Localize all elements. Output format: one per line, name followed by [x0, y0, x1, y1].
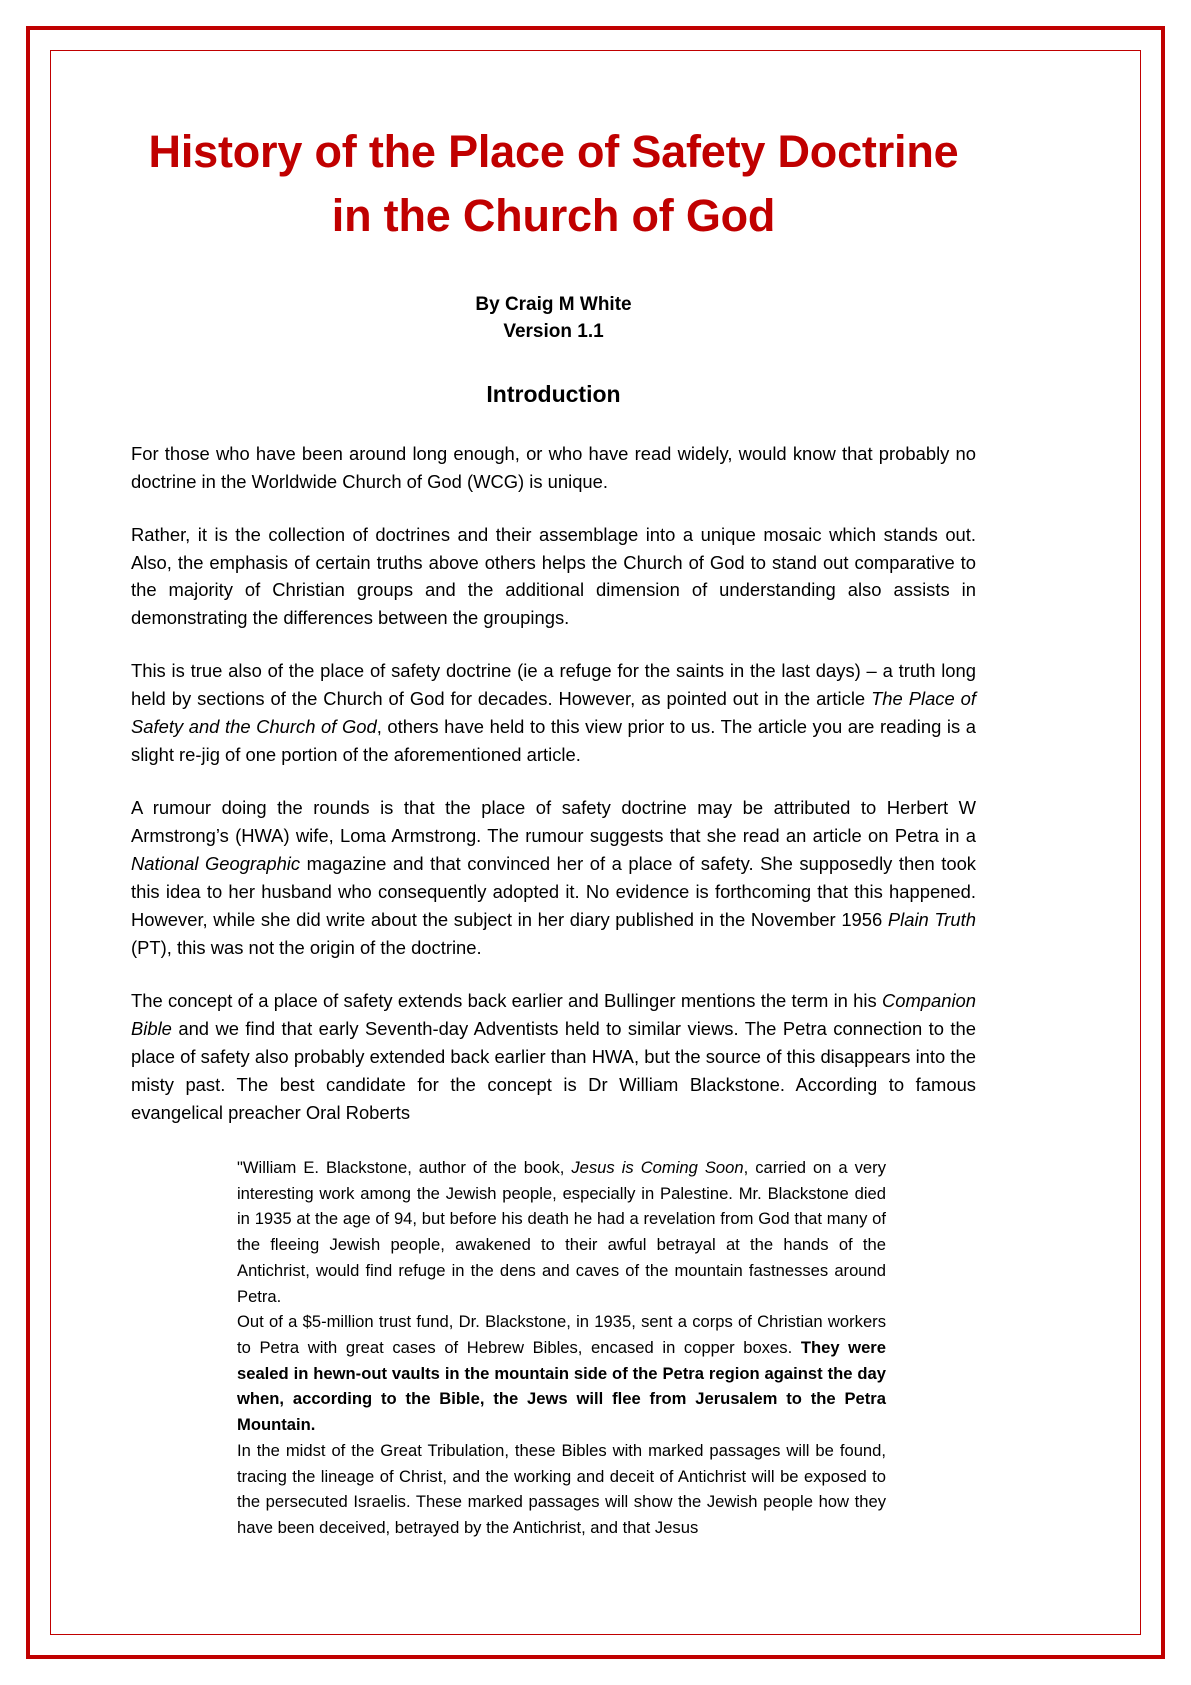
paragraph-2: Rather, it is the collection of doctrines and their assemblage into a unique mosaic which stands out. Also, the emphasis of certain truths above others helps the Church of God to stand out comparative to the majority of Christian groups and the additional dimension of understanding also assists in demonstrating the differences between the groupings. [131, 523, 976, 629]
document-content [131, 120, 976, 1541]
version-label: Version 1.1 [503, 320, 604, 342]
paragraph-1: For those who have been around long enough, or who have read widely, would know that probably no doctrine in the Worldwide Church of God (WCG) is unique. [131, 442, 976, 492]
page-title-line-1: History of the Place of Safety Doctrine [148, 126, 959, 177]
quote-paragraph-2 [237, 1309, 886, 1438]
magazine-title-national-geographic: National Geographic [131, 853, 301, 875]
quote-2-bold-emphasis: They were sealed in hewn-out vaults in the mountain side of the Petra region against the day when, according to the Bible, the Jews will flee from Jerusalem to the Petra Mountain. [237, 1337, 886, 1435]
section-heading-introduction: Introduction [486, 380, 621, 407]
byline-block [131, 292, 976, 346]
quote-1-part-b: , carried on a very interesting work among the Jewish people, especially in Palestine. Mr. Blackstone died in 1935 at the age of 94, but before his death he had a revelation from God that many of the fleeing Jewish people, awakened to their awful betrayal at the hands of the Antichrist, would find refuge in the dens and caves of the mountain fastnesses around Petra. [237, 1157, 886, 1306]
paragraph-4-part-a: A rumour doing the rounds is that the place of safety doctrine may be attributed to Herbert W Armstrong’s (HWA) wife, Loma Armstrong. The rumour suggests that she read an article on Petra in a [131, 797, 976, 847]
paragraph-3-part-b: , others have held to this view prior to us. The article you are reading is a slight re-jig of one portion of the aforementioned article. [131, 716, 976, 766]
paragraph-3 [131, 657, 976, 769]
book-title-jesus-is-coming-soon: Jesus is Coming Soon [571, 1157, 744, 1177]
quote-1-part-a: "William E. Blackstone, author of the book, [237, 1157, 572, 1177]
paragraph-4 [131, 794, 976, 962]
paragraph-5 [131, 987, 976, 1127]
paragraph-3-part-a: This is true also of the place of safety doctrine (ie a refuge for the saints in the last days) – a truth long held by sections of the Church of God for decades. However, as pointed out in the article [131, 660, 976, 710]
article-title-place-of-safety: The Place of Safety and the Church of God [131, 688, 977, 738]
quote-2-part-a: Out of a $5-million trust fund, Dr. Blackstone, in 1935, sent a corps of Christian workers to Petra with great cases of Hebrew Bibles, encased in copper boxes. [237, 1312, 886, 1357]
paragraph-5-part-b: and we find that early Seventh-day Adventists held to similar views. The Petra connection to the place of safety also probably extended back earlier than HWA, but the source of this disappears into the misty past. The best candidate for the concept is Dr William Blackstone. According to famous evangelical preacher Oral Roberts [131, 1018, 976, 1123]
paragraph-4-part-c: (PT), this was not the origin of the doctrine. [131, 937, 482, 959]
magazine-title-plain-truth: Plain Truth [887, 909, 976, 931]
quote-paragraph-3: In the midst of the Great Tribulation, these Bibles with marked passages will be found, tracing the lineage of Christ, and the working and deceit of Antichrist will be exposed to the persecuted Israelis. These marked passages will show the Jewish people how they have been deceived, betrayed by the Antichrist, and that Jesus [237, 1440, 886, 1538]
paragraph-4-part-b: magazine and that convinced her of a place of safety. She supposedly then took this idea to her husband who consequently adopted it. No evidence is forthcoming that this happened. However, while she did write about the subject in her diary published in the November 1956 [131, 853, 976, 931]
author-byline: By Craig M White [475, 293, 632, 315]
blockquote-oral-roberts [237, 1155, 886, 1541]
quote-paragraph-1 [237, 1155, 886, 1309]
book-title-companion-bible: Companion Bible [131, 990, 976, 1040]
page-title [131, 120, 976, 248]
page-title-line-2: in the Church of God [331, 189, 776, 241]
paragraph-5-part-a: The concept of a place of safety extends back earlier and Bullinger mentions the term in his [131, 990, 882, 1012]
